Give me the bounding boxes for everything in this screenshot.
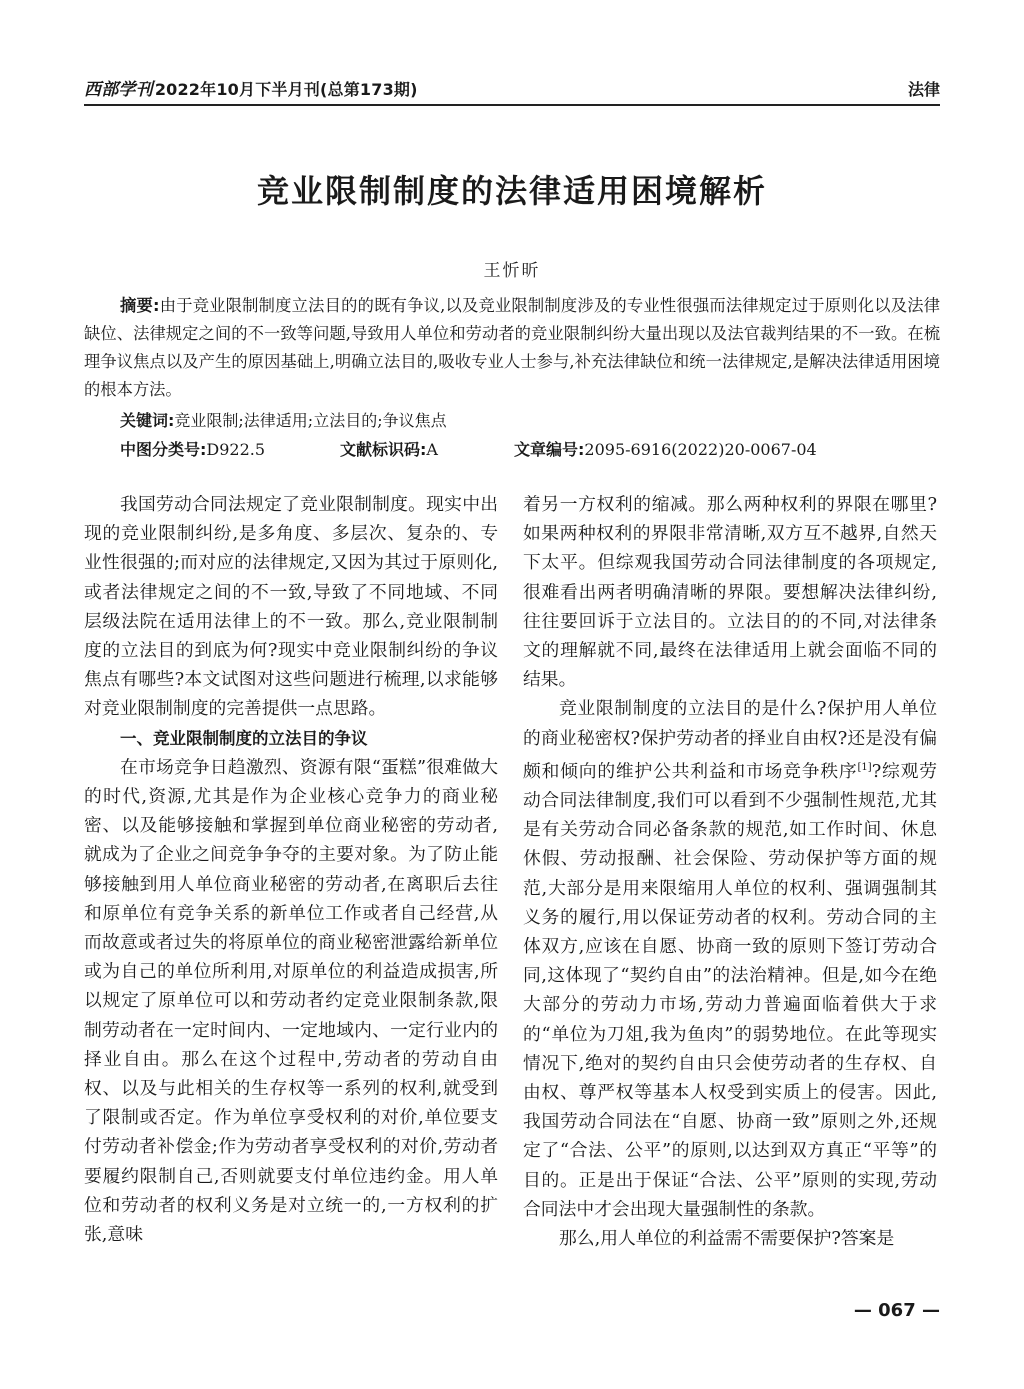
- abstract-label: 摘要:: [120, 296, 160, 315]
- clc-info: [120, 437, 340, 463]
- abstract: [84, 292, 940, 404]
- paragraph-legislative-purpose: [523, 694, 937, 1224]
- paragraph-continued: 着另一方权利的缩减。那么两种权利的界限在哪里?如果两种权利的界限非常清晰,双方互不越界,自然天下太平。但综观我国劳动合同法律制度的各项规定,很难看出两者明确清晰的界限。要想解决法律纠纷,往往要回诉于立法目的。立法目的的不同,对法律条文的理解就不同,最终在法律适用上就会面临不同的结果。: [523, 494, 937, 691]
- body-column-left: [84, 490, 498, 1249]
- journal-issue: [84, 75, 418, 100]
- page-number: — 067 —: [853, 1300, 940, 1321]
- article-no-info: [514, 437, 817, 463]
- article-title: 竞业限制制度的法律适用困境解析: [256, 172, 767, 210]
- abstract-text: 由于竞业限制制度立法目的的既有争议,以及竞业限制制度涉及的专业性很强而法律规定过于原则化以及法律缺位、法律规定之间的不一致等问题,导致用人单位和劳动者的竞业限制纠纷大量出现以及法官裁判结果的不一致。在梳理争议焦点以及产生的原因基础上,明确立法目的,吸收专业人士参与,补充法律缺位和统一法律规定,是解决法律适用困境的根本方法。: [84, 296, 940, 399]
- section-heading-1: 一、竞业限制制度的立法目的争议: [120, 728, 368, 748]
- article-no-label: 文章编号:: [514, 440, 585, 459]
- paragraph-intro: 我国劳动合同法规定了竞业限制制度。现实中出现的竞业限制纠纷,是多角度、多层次、复杂的、专业性很强的;而对应的法律规定,又因为其过于原则化,或者法律规定之间的不一致,导致了不同地域、不同层级法院在适用法律上的不一致。那么,竞业限制制度的立法目的到底为何?现实中竞业限制纠纷的争议焦点有哪些?本文试图对这些问题进行梳理,以求能够对竞业限制制度的完善提供一点思路。: [84, 494, 498, 720]
- paragraph-section-1: 在市场竞争日趋激烈、资源有限“蛋糕”很难做大的时代,资源,尤其是作为企业核心竞争力的商业秘密、以及能够接触和掌握到单位商业秘密的劳动者,就成为了企业之间竞争争夺的主要对象。为了防止能够接触到用人单位商业秘密的劳动者,在离职后去往和原单位有竞争关系的新单位工作或者自己经营,从而故意或者过失的将原单位的商业秘密泄露给新单位或为自己的单位所利用,对原单位的利益造成损害,所以规定了原单位可以和劳动者约定竞业限制条款,限制劳动者在一定时间内、一定地域内、一定行业内的择业自由。那么在这个过程中,劳动者的劳动自由权、以及与此相关的生存权等一系列的权利,就受到了限制或否定。作为单位享受权利的对价,单位要支付劳动者补偿金;作为劳动者享受权利的对价,劳动者要履约限制自己,否则就要支付单位违约金。用人单位和劳动者的权利义务是对立统一的,一方权利的扩张,意味: [84, 756, 498, 1246]
- article-metadata: [120, 437, 940, 463]
- section-name: 法律: [907, 80, 940, 99]
- keywords: [120, 408, 447, 434]
- paragraph-text-a: 竞业限制制度的立法目的是什么?保护用人单位的商业秘密权?保护劳动者的择业自由权?还是没有偏颇和倾向的维护公共利益和市场竞争秩序: [523, 698, 937, 782]
- body-column-right: [523, 490, 937, 1253]
- issue-info: 2022年10月下半月刊(总第173期): [154, 80, 418, 99]
- clc-value: D922.5: [206, 440, 266, 459]
- doc-code-value: A: [426, 440, 438, 459]
- running-header: [84, 72, 940, 106]
- journal-logo: 西部学刊: [84, 80, 153, 100]
- citation-ref: [1]: [857, 761, 872, 773]
- keywords-text: 竞业限制;法律适用;立法目的;争议焦点: [174, 411, 447, 430]
- article-no-value: 2095-6916(2022)20-0067-04: [584, 440, 817, 459]
- clc-label: 中图分类号:: [120, 440, 207, 459]
- doc-code-info: [340, 437, 514, 463]
- article-author: 王忻昕: [483, 261, 541, 281]
- paragraph-text-b: ?综观劳动合同法律制度,我们可以看到不少强制性规范,尤其是有关劳动合同必备条款的规范,如工作时间、休息休假、劳动报酬、社会保险、劳动保护等方面的规范,大部分是用来限缩用人单位的权利、强调强制其义务的履行,用以保证劳动者的权利。劳动合同的主体双方,应该在自愿、协商一致的原则下签订劳动合同,这体现了“契约自由”的法治精神。但是,如今在绝大部分的劳动力市场,劳动力普遍面临着供大于求的“单位为刀俎,我为鱼肉”的弱势地位。在此等现实情况下,绝对的契约自由只会使劳动者的生存权、自由权、尊严权等基本人权受到实质上的侵害。因此,我国劳动合同法在“自愿、协商一致”原则之外,还规定了“合法、公平”的原则,以达到双方真正“平等”的目的。正是出于保证“合法、公平”原则的实现,劳动合同法中才会出现大量强制性的条款。: [523, 760, 937, 1220]
- keywords-label: 关键词:: [120, 411, 175, 430]
- doc-code-label: 文献标识码:: [340, 440, 427, 459]
- paragraph-employer-interest: 那么,用人单位的利益需不需要保护?答案是: [559, 1228, 895, 1249]
